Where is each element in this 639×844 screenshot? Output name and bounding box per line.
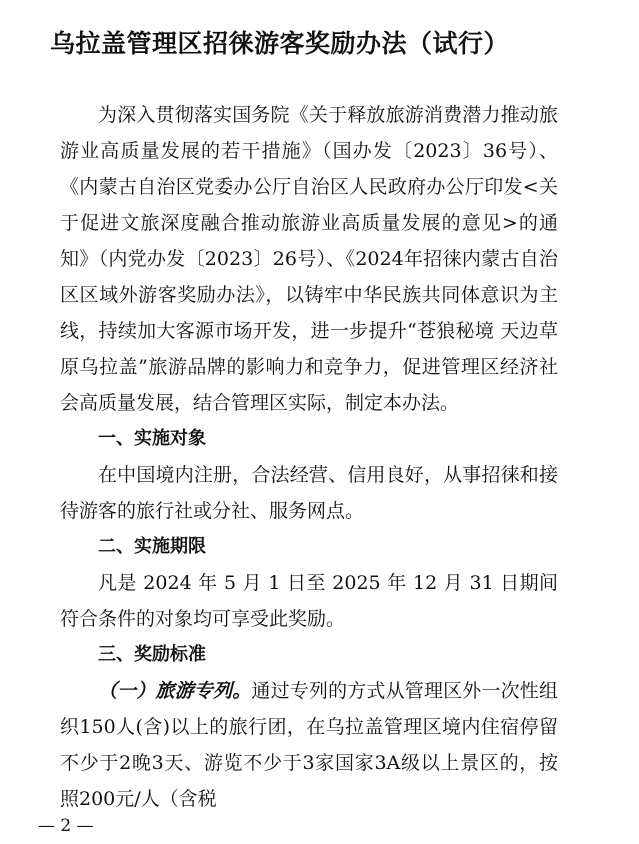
document-title: 乌拉盖管理区招徕游客奖励办法（试行） (50, 29, 510, 58)
intro-paragraph: 为深入贯彻落实国务院《关于释放旅游消费潜力推动旅游业高质量发展的若干措施》（国办发〔2023〕36号）、《内蒙古自治区党委办公厅自治区人民政府办公厅印发<关于促进文旅深度融合推动旅游业高质量发展的意见>的通知》（内党办发〔2023〕26号）、《2024年招徕内蒙古自治区区域外游客奖励办法》，以铸牢中华民族共同体意识为主线，持续加大客源市场开发，进一步提升“苍狼秘境 天边草原乌拉盖”旅游品牌的影响力和竞争力，促进管理区经济社会高质量发展，结合管理区实际，制定本办法。 (60, 104, 558, 414)
section-heading-targets: 一、实施对象 (98, 428, 206, 449)
section-heading-standards: 三、奖励标准 (98, 644, 206, 665)
subsection-lead: （一）旅游专列。 (98, 680, 252, 702)
document-body (60, 97, 558, 817)
section-heading-period: 二、实施期限 (98, 536, 206, 557)
page-number: — 2 — (38, 816, 94, 836)
section-text-targets: 在中国境内注册，合法经营、信用良好，从事招徕和接待游客的旅行社或分社、服务网点。 (60, 464, 558, 522)
subsection-tourist-train (60, 673, 558, 817)
section-text-period: 凡是 2024 年 5 月 1 日至 2025 年 12 月 31 日期间符合条件的对象均可享受此奖励。 (60, 572, 558, 630)
subsection-text: 通过专列的方式从管理区外一次性组织150人(含)以上的旅行团，在乌拉盖管理区境内住宿停留不少于2晚3天、游览不少于3家国家3A级以上景区的，按照200元/人（含税 (60, 680, 558, 810)
